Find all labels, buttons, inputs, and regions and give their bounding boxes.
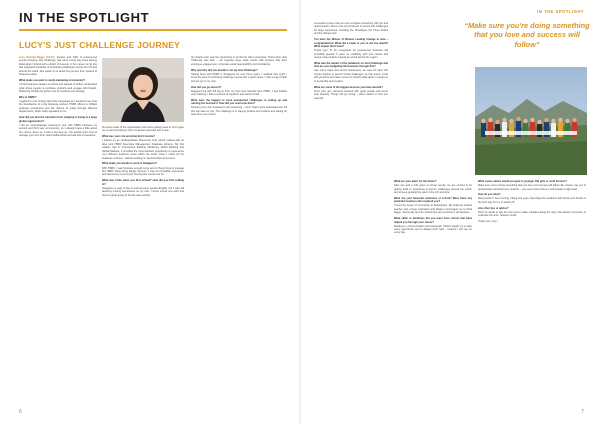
answer: Resigned but with full buy-in from my boss and referrals from HSBC, I had brilliant early backing. I built a network of suppliers and started small. [191, 89, 287, 97]
qa-block [102, 162, 184, 176]
qa-block [19, 116, 97, 137]
answer: Running your own business is all-consuming – and I hadn't quite anticipated the toll this can take on you. The challenge is in staying positive and resilient and asking for help when you need it. [191, 106, 287, 117]
answer: Resilience, communication and teamwork. School taught me to take every opportunity and to always work hard – lessons I still rely on every day. [394, 224, 472, 235]
question: How did you find the transition from studying to being in a large global organisation? [19, 116, 97, 123]
qa-block [478, 193, 586, 204]
answer: Singapore is easy to live in and everyone speaks English, but it was still daunting moving somewhere on my own. I threw myself into work and found a great group of friends quite quickly. [102, 186, 184, 197]
answer: I loved business studies at school and wanted to further understand what drives people to purchase products and engage with brands. Marketing felt like the perfect mix of creativity and strategy. [19, 83, 97, 94]
question: What made you decide to work in Singapore? [102, 162, 158, 166]
answer: Having been with HSBC in Singapore for over three years, I realised how much I loved the idea of combining challenge events with a good cause. I took a leap of faith and set up on my own. [191, 72, 287, 83]
article-title: LUCY'S JUST CHALLENGE JOURNEY [19, 40, 181, 50]
right-column-2 [394, 180, 472, 237]
question: How did you go about it? [191, 85, 222, 89]
portrait-photo [102, 58, 184, 122]
question: What are some of the biggest lessons you have learned? [314, 85, 383, 89]
question: Any other tips or advice? [478, 206, 509, 210]
answer: Thank you! To be recognised for purpose-led business felt incredibly special. It gave us credibility with new clients and meant I was invited to speak at events across the region. [314, 49, 388, 60]
answer-continued: the sheer scale of the organisation took some getting used to, but it gave me a real grounding in how a business operates day to day. [102, 126, 184, 133]
answer: Don't be afraid to ask for help and to make mistakes along the way. And always remember to celebrate the wins, however small. [478, 210, 586, 218]
question: Why and why did you decide to set up Just Challenge? [191, 68, 258, 72]
question: What made you want to study marketing at university? [19, 79, 86, 83]
question: What was it like when you first arrived? How did you find settling in? [102, 179, 184, 186]
portrait-image [102, 58, 184, 122]
challenge-group-photo [475, 67, 587, 175]
right-column-3 [478, 180, 586, 226]
right-page [300, 0, 600, 424]
intro-lead: Lucy Bennett-Bagge (33-37), [19, 56, 56, 59]
section-label: IN THE SPOTLIGHT [537, 9, 584, 14]
answer: I applied to a lot of large blue chip companies as I wanted to see how the foundations of a big business worked. HSBC offered a brilliant graduate programme and the chance to rotate through different departments, which really appealed to me. [19, 99, 97, 114]
answer: With HSBC, I was fortunate enough to be sent to Hong Kong to manage the HSBC Hong Kong Rugby Sevens. It was an incredible experience and opened my eyes to just how big live events can be. [102, 166, 184, 177]
answer: I started on an Undergraduate Placement Year, which rotated with an after joint HSBC Executive Management Graduate scheme. My first rotation was in Commercial Banking Marketing, Retail Banking and Global Markets. It provided the most fantastic opportunity to experience very different business areas within the bank. Once I rolled off the Graduate scheme, I started working on sponsorships and events. [102, 139, 184, 160]
intro-paragraph: Lucy Bennett-Bagge (33-37), founder and CEO of purpose-led events company Just Challenge, has come a long way since leaving Delsingham School with a clutch of A-levels. In her career so far she has organised hundreds of fundraising challenges across the UK and around the world. She spoke to us about her journey from student to business leader. [19, 56, 98, 77]
pull-quote: “Make sure you're doing something that you love and success will follow” [464, 21, 590, 49]
question: What skills or attributes did you learn from school that have helped you through your career? [394, 217, 472, 224]
page-number-left: 6 [19, 409, 22, 415]
question: How do you relax? [478, 193, 501, 197]
qa-block [478, 207, 586, 218]
qa-block [314, 86, 388, 100]
answer-continued: the charity and I saw the opportunity to do this for other corporates. That's when Just Challenge was born – we organise large scale events with purpose that drive employee engagement, corporate social responsibility and fundraising. [191, 56, 287, 66]
qa-block [191, 99, 287, 117]
question: What are your favourite memories of school? Were there any particular teachers who inspired you? [394, 196, 472, 204]
question: What career advice would you give to younger Old girls or sixth formers? [478, 180, 567, 183]
qa-block [19, 79, 97, 93]
question: What were the biggest or most unexpected challenges in setting up and running the business? How did you overcome them? [191, 98, 287, 106]
answer-continued: successful proven that you can complete something with grit and determination. We've now run hundreds of events and challenges for large companies, including the Himalayas, the Three Peaks and the Sahara trek. [314, 22, 388, 36]
qa-block [19, 96, 97, 114]
qa-block [191, 69, 287, 83]
qa-block [478, 180, 586, 191]
answer: Being active! I love running, hiking and yoga. Spending time outdoors with family and friends is the best way for me to switch off. [478, 197, 586, 204]
page-number-right: 7 [581, 409, 584, 415]
left-column-2 [102, 126, 184, 200]
sign-off: Thank you, Lucy! [478, 220, 498, 224]
question: What was your role and what did it involve? [102, 135, 155, 139]
qa-block [102, 135, 184, 160]
heading-rule [19, 29, 287, 31]
answer: I did an undergraduate placement year with HSBC between my second and third year at university, so I already knew a little about the culture. Even so, it was a big step up. You quickly learn how to manage your own time, build relationships and ask lots of questions. [19, 123, 97, 138]
qa-block [314, 38, 388, 59]
right-column-1 [314, 22, 388, 102]
left-column-3 [191, 56, 287, 119]
left-column-1 [19, 56, 97, 140]
answer: Make sure you're doing something that you love and success will follow. Be curious, say yes to opportunities and build your network – you never know where a conversation might lead. [478, 184, 586, 191]
answer: I loved the sense of community at Delsingham. My business studies teacher was a huge inspiration and always encouraged me to think bigger. Sports day and the school trips are memories I still treasure. [394, 204, 472, 215]
qa-block [394, 197, 472, 215]
qa-block [191, 86, 287, 97]
qa-block [394, 217, 472, 235]
answer: Trust your gut, surround yourself with great people and never stop learning. Things will go wrong – what matters is how you respond. [314, 89, 388, 100]
section-heading: IN THE SPOTLIGHT [19, 10, 150, 25]
answer: After two and a half years of virtual events, we are excited to be getting back to organising in-person challenges around the world, and to keep growing the team in the UK and Asia. [394, 184, 472, 194]
qa-block [394, 180, 472, 194]
question: What are your plans for the future? [394, 180, 437, 183]
answer: Like many travel and events businesses, we were hit hard. We moved quickly to launch virtual challenges so that teams could still get active and raise money for charity while apart. It taught us to be flexible and creative. [314, 69, 388, 83]
qa-block [102, 179, 184, 197]
question: What was the impact of the pandemic on Just Challenge and how are you navigating the business through this? [314, 61, 388, 69]
group-photo-image [475, 67, 587, 175]
qa-block [314, 62, 388, 83]
question: You were the Winner of Women Leading Change in Asia – congratulations! What did it mean to you to win the award? What impact did it have? [314, 38, 388, 49]
question: Why is HSBC? [19, 95, 37, 99]
